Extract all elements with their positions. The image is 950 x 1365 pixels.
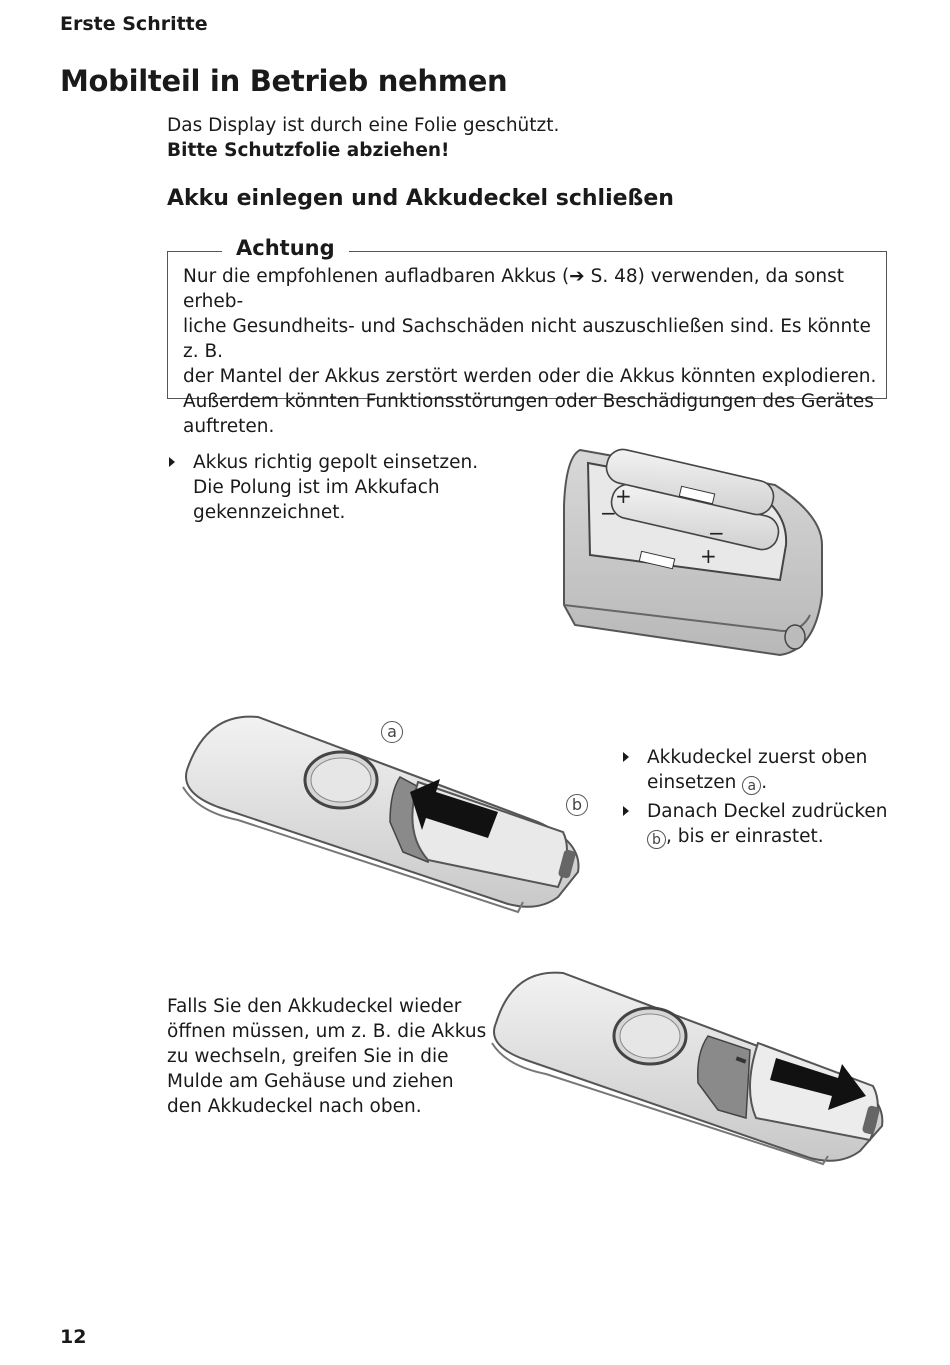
arrow-right-icon: ➔ xyxy=(569,266,585,287)
note-line-3: zu wechseln, greifen Sie in die xyxy=(167,1046,449,1067)
step2-b-line-2-text: , bis er einrastet. xyxy=(666,826,824,847)
svg-text:−: − xyxy=(708,521,725,545)
list-item xyxy=(621,745,921,795)
label-b-circle: b xyxy=(566,794,588,816)
bullet-triangle-icon xyxy=(169,457,175,467)
warning-line-5: auftreten. xyxy=(183,416,275,437)
step2-a-line-1: Akkudeckel zuerst oben xyxy=(647,747,868,768)
step1-line-2: Die Polung ist im Akkufach xyxy=(193,477,440,498)
list-item xyxy=(621,799,921,849)
step2-a-line-2-text: einsetzen xyxy=(647,772,737,793)
label-a-inline: a xyxy=(742,776,761,795)
svg-text:+: + xyxy=(615,484,632,508)
open-cover-note xyxy=(167,994,487,1119)
bullet-triangle-icon xyxy=(623,806,629,816)
section-label: Erste Schritte xyxy=(60,13,208,35)
battery-compartment-illustration xyxy=(560,445,830,660)
page-reference: S. 48 xyxy=(590,266,638,287)
step2-list xyxy=(621,745,921,849)
intro-text xyxy=(167,113,559,163)
sub-heading: Akku einlegen und Akkudeckel schließen xyxy=(167,186,674,211)
step2-a-line-2: einsetzen a . xyxy=(647,772,768,794)
note-line-4: Mulde am Gehäuse und ziehen xyxy=(167,1071,454,1092)
handset-close-cover-illustration xyxy=(178,712,588,917)
step1-list xyxy=(167,450,507,525)
intro-line-1: Das Display ist durch eine Folie geschützt. xyxy=(167,115,560,136)
warning-line-4: Außerdem könnten Funktionsstörungen oder Beschädigungen des Gerätes xyxy=(183,391,874,412)
warning-text xyxy=(183,264,877,439)
warning-line-1 xyxy=(183,264,877,314)
page-title: Mobilteil in Betrieb nehmen xyxy=(60,64,508,98)
page-number: 12 xyxy=(60,1326,87,1348)
warning-line-2: liche Gesundheits- und Sachschäden nicht auszuschließen sind. Es könnte z. B. xyxy=(183,316,871,362)
note-line-1: Falls Sie den Akkudeckel wieder xyxy=(167,996,462,1017)
handset-open-cover-illustration xyxy=(488,968,890,1168)
step1-line-1: Akkus richtig gepolt einsetzen. xyxy=(193,452,479,473)
step2-b-line-1: Danach Deckel zudrücken xyxy=(647,801,888,822)
svg-text:−: − xyxy=(600,501,617,525)
note-line-2: öffnen müssen, um z. B. die Akkus xyxy=(167,1021,487,1042)
step2-b-line-2 xyxy=(647,824,921,849)
label-b-inline: b xyxy=(647,830,666,849)
label-a-circle: a xyxy=(381,721,403,743)
step1-line-3: gekennzeichnet. xyxy=(193,502,346,523)
warning-title: Achtung xyxy=(222,236,349,260)
warning-line-1-end: ) verwenden, da sonst erheb- xyxy=(183,266,845,312)
bullet-triangle-icon xyxy=(623,752,629,762)
svg-text:+: + xyxy=(700,544,717,568)
intro-line-2: Bitte Schutzfolie abziehen! xyxy=(167,140,450,161)
list-item xyxy=(167,450,507,525)
warning-line-3: der Mantel der Akkus zerstört werden oder die Akkus könnten explodieren. xyxy=(183,366,877,387)
warning-line-1-start: Nur die empfohlenen aufladbaren Akkus ( xyxy=(183,266,570,287)
note-line-5: den Akkudeckel nach oben. xyxy=(167,1096,422,1117)
